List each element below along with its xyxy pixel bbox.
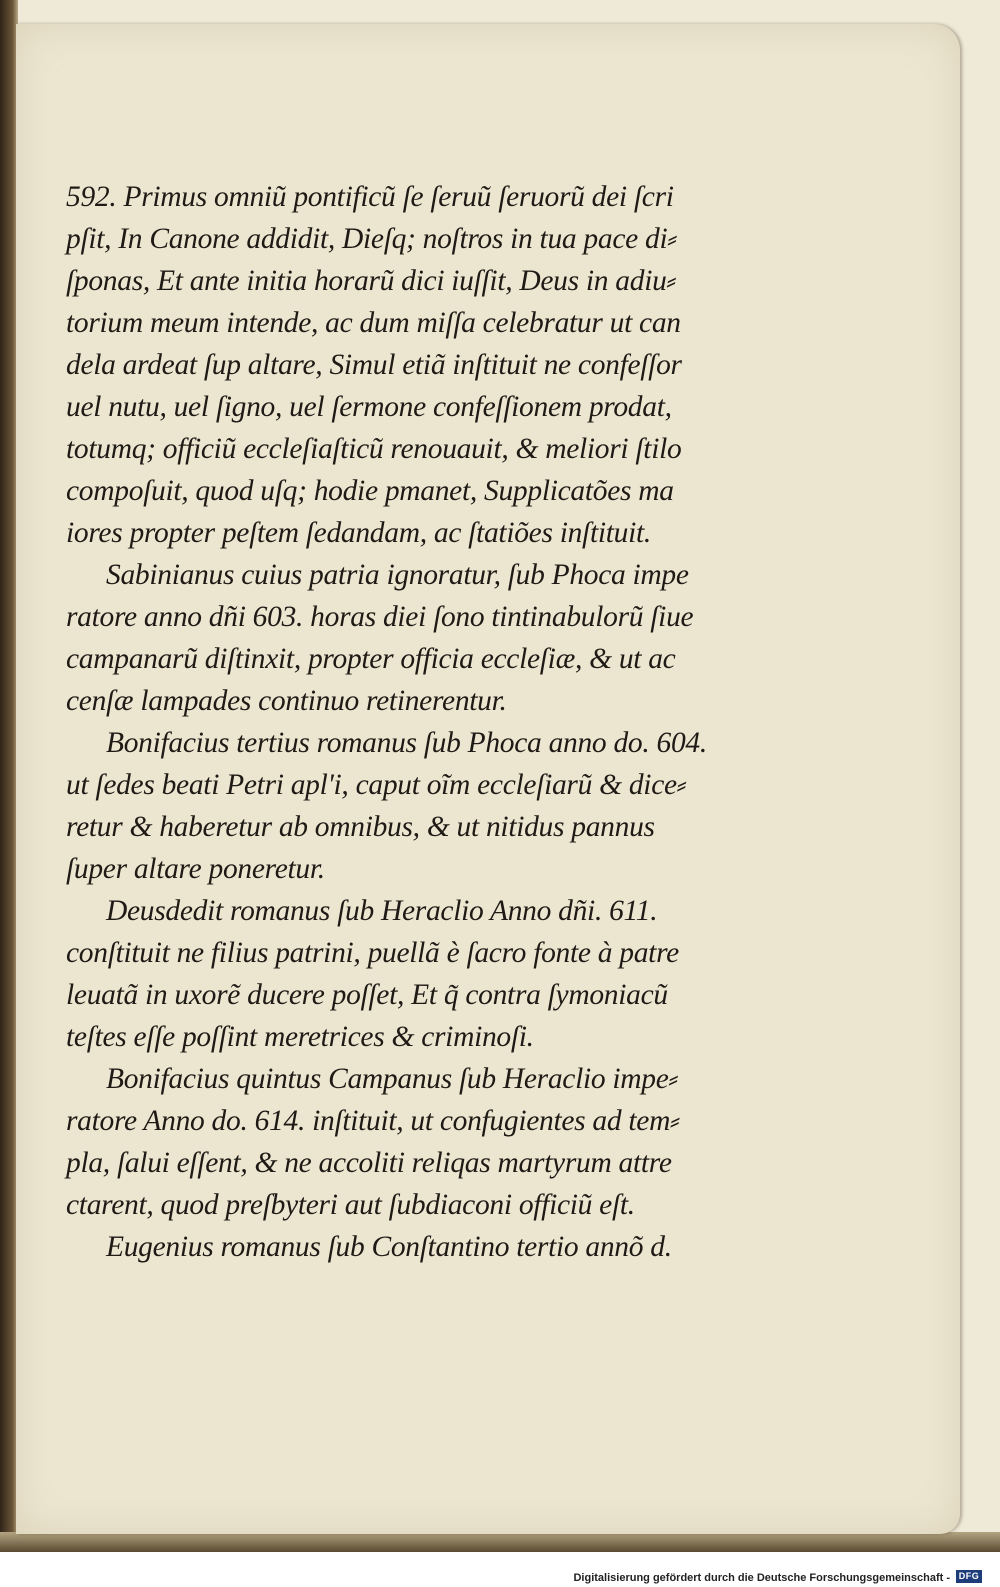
text-line: teſtes eſſe poſſint meretrices & criminoſi.: [66, 1021, 534, 1053]
text-line: uel nutu, uel ſigno, uel ſermone confeſſionem prodat,: [66, 391, 672, 423]
text-line: ratore anno dñi 603. horas diei ſono tintinabulorũ ſiue: [66, 601, 694, 633]
book-page: [16, 24, 960, 1534]
text-line: Sabinianus cuius patria ignoratur, ſub Phoca impe: [106, 559, 689, 591]
text-line: cenſæ lampades continuo retinerentur.: [66, 685, 507, 717]
dfg-logo: DFG: [956, 1570, 982, 1583]
text-line: torium meum intende, ac dum miſſa celebratur ut can: [66, 307, 681, 339]
text-line: pla, ſalui eſſent, & ne accoliti reliqas martyrum attre: [66, 1147, 672, 1179]
text-line: Deusdedit romanus ſub Heraclio Anno dñi. 611.: [106, 895, 658, 927]
text-line: conſtituit ne filius patrini, puellã è ſacro fonte à patre: [66, 937, 679, 969]
funding-credit: Digitalisierung gefördert durch die Deutsche Forschungsgemeinschaft -: [573, 1572, 950, 1584]
text-line: iores propter peſtem ſedandam, ac ſtatiões inſtituit.: [66, 517, 651, 549]
text-line: ctarent, quod preſbyteri aut ſubdiaconi officiũ eſt.: [66, 1189, 635, 1221]
page-text: [66, 176, 786, 1268]
text-line: Bonifacius quintus Campanus ſub Heraclio impe⸗: [106, 1063, 679, 1095]
text-line: retur & haberetur ab omnibus, & ut nitidus pannus: [66, 811, 655, 843]
text-line: compoſuit, quod uſq; hodie pmanet, Supplicatões ma: [66, 475, 674, 507]
text-line: ſponas, Et ante initia horarũ dici iuſſit, Deus in adiu⸗: [66, 265, 677, 297]
text-line: leuatã in uxorẽ ducere poſſet, Et q̃ contra ſymoniacũ: [66, 979, 668, 1011]
text-line: pſit, In Canone addidit, Dieſq; noſtros in tua pace di⸗: [66, 223, 677, 255]
text-line: Eugenius romanus ſub Conſtantino tertio annõ d.: [106, 1231, 672, 1263]
text-line: totumq; officiũ eccleſiaſticũ renouauit, & meliori ſtilo: [66, 433, 682, 465]
text-line: Bonifacius tertius romanus ſub Phoca anno do. 604.: [106, 727, 707, 759]
text-line: 592. Primus omniũ pontificũ ſe ſeruũ ſeruorũ dei ſcri: [66, 181, 674, 213]
text-line: dela ardeat ſup altare, Simul etiã inſtituit ne confeſſor: [66, 349, 682, 381]
text-line: ſuper altare poneretur.: [66, 853, 325, 885]
text-line: campanarũ diſtinxit, propter officia eccleſiæ, & ut ac: [66, 643, 676, 675]
book-bottom-edge: [0, 1532, 1000, 1552]
text-line: ratore Anno do. 614. inſtituit, ut confugientes ad tem⸗: [66, 1105, 680, 1137]
text-line: ut ſedes beati Petri apl'i, caput oĩm eccleſiarũ & dice⸗: [66, 769, 687, 801]
